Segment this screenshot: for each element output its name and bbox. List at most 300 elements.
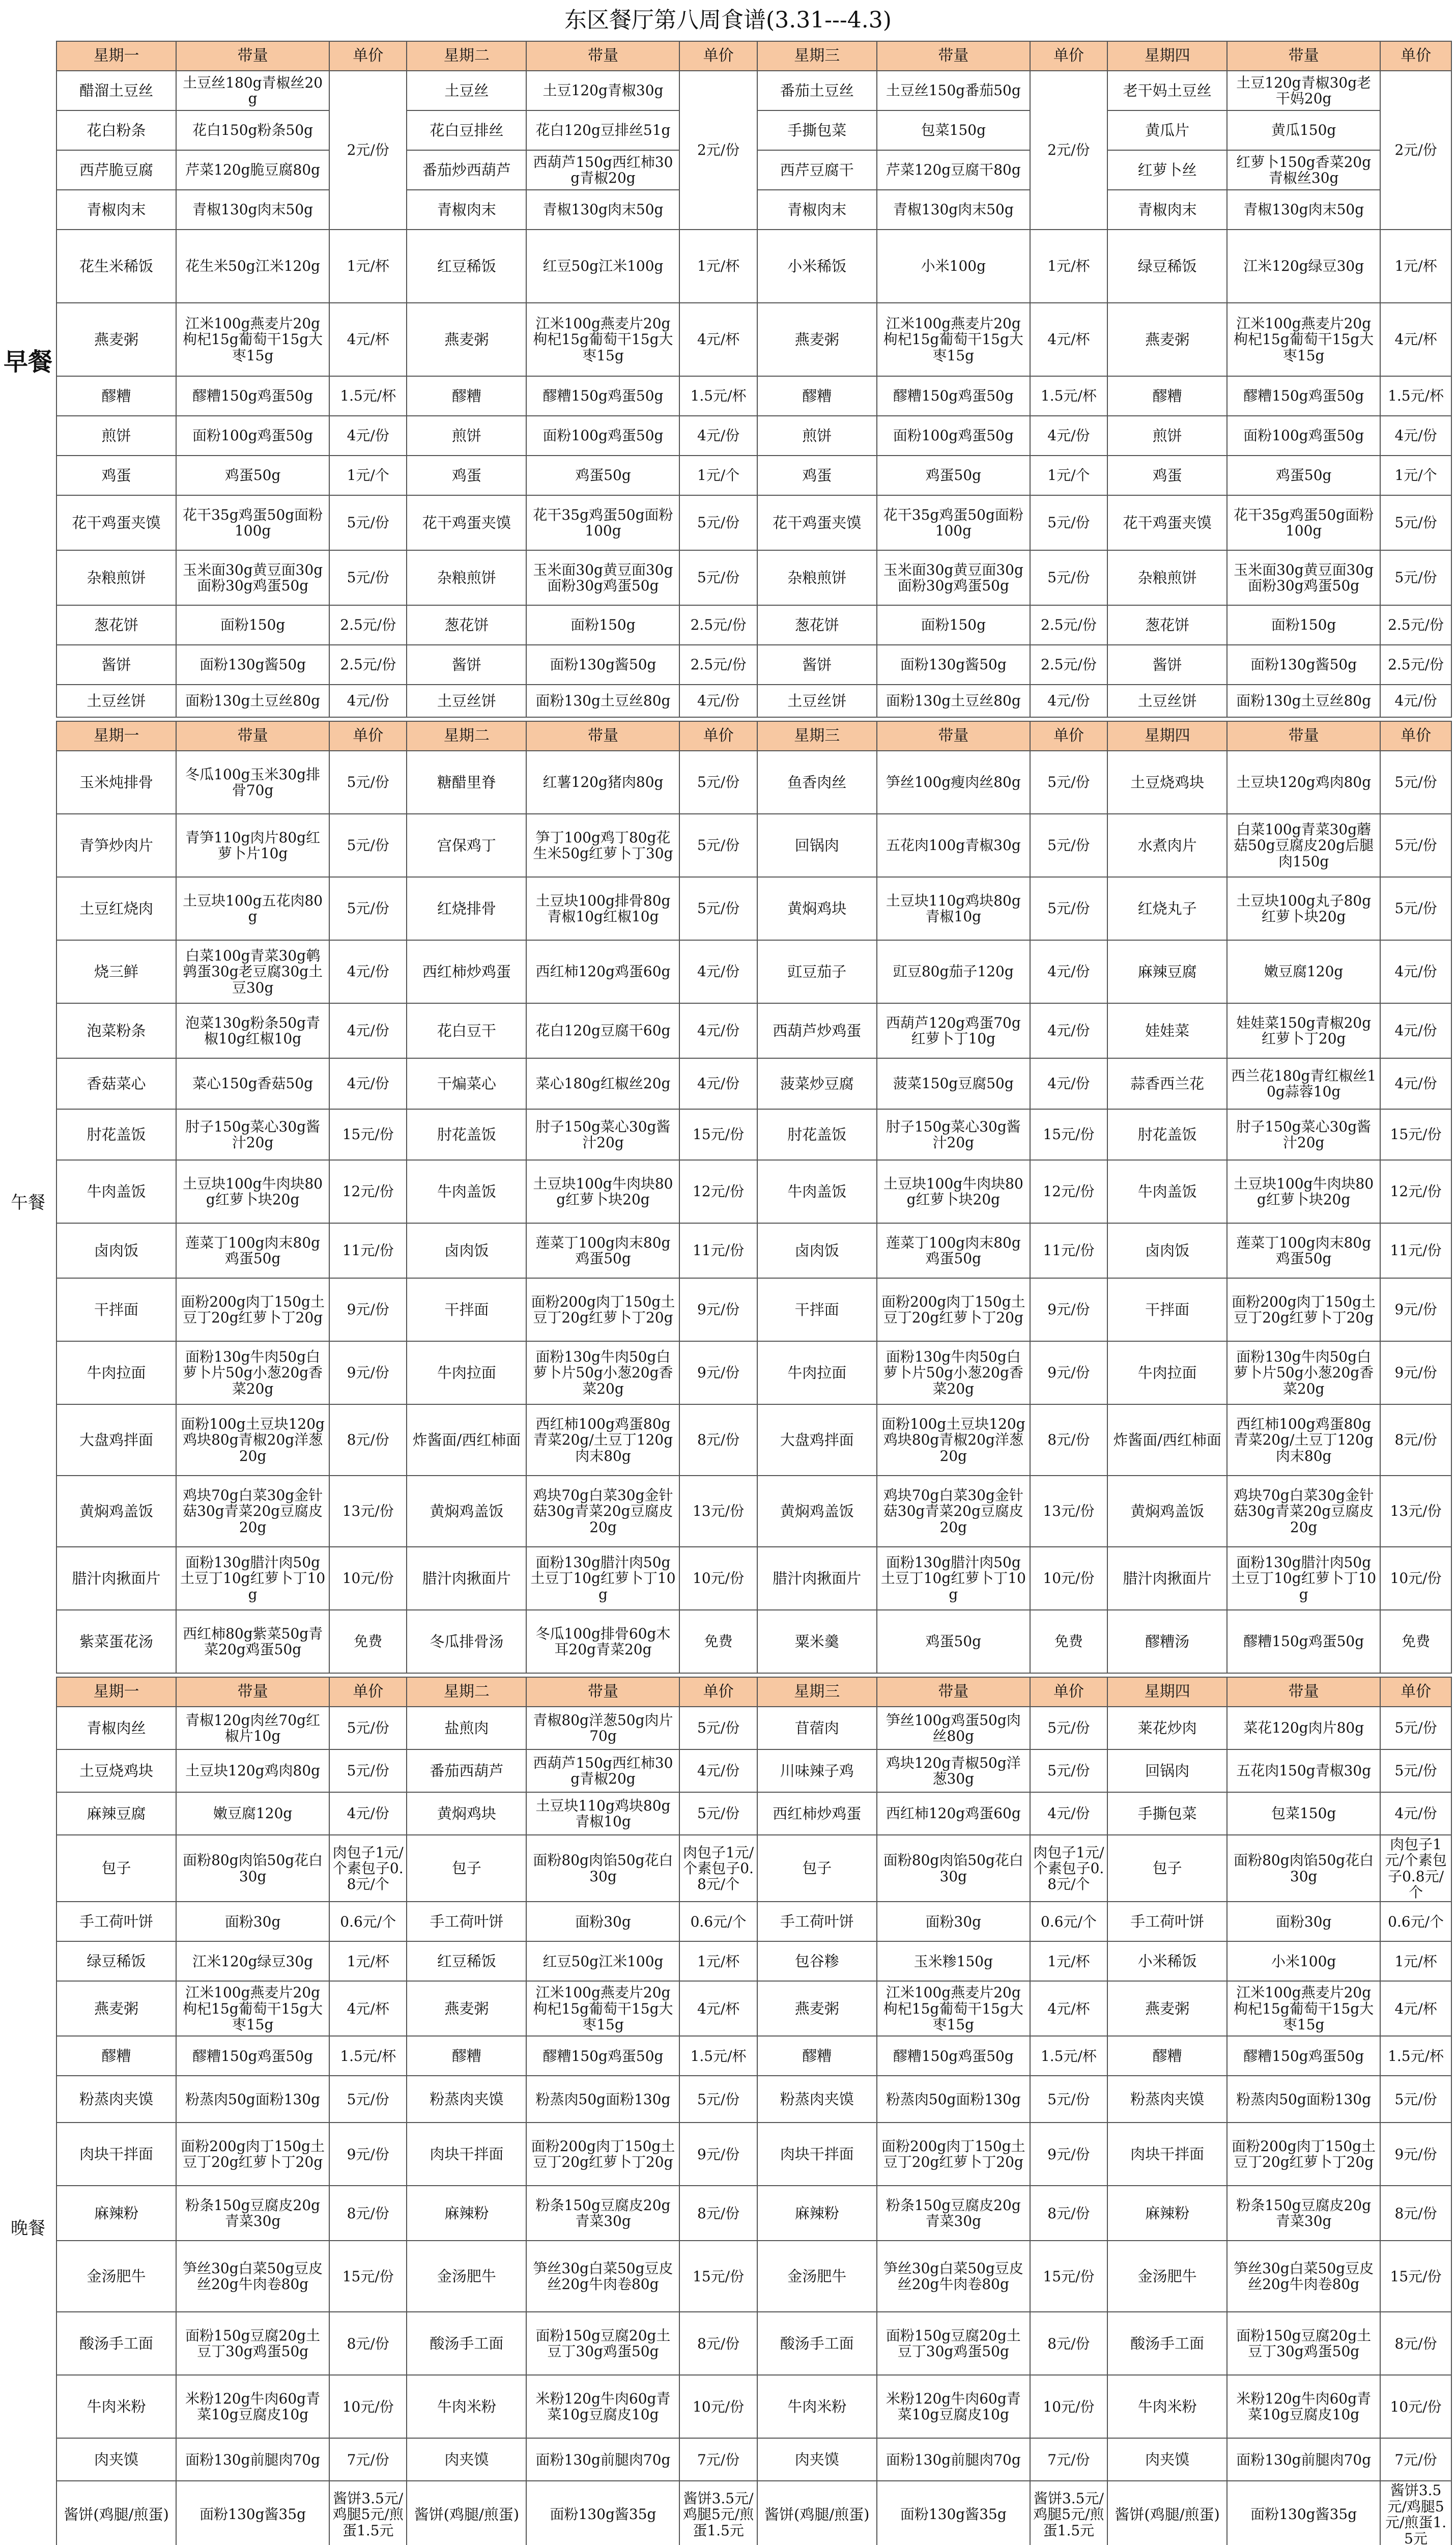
dish-name: 冬瓜排骨汤	[407, 1610, 526, 1673]
dish-price: 4元/杯	[329, 303, 407, 376]
dish-price: 4元/份	[1380, 416, 1451, 456]
menu-row	[56, 71, 1451, 110]
dish-quantity: 莲菜丁100g肉末80g鸡蛋50g	[1227, 1223, 1380, 1278]
dish-quantity: 粉条150g豆腐皮20g青菜30g	[176, 2186, 329, 2241]
dish-price: 13元/份	[329, 1476, 407, 1547]
dish-name: 鱼香肉丝	[757, 751, 877, 814]
dish-quantity: 笋丝30g白菜50g豆皮丝20g牛肉卷80g	[1227, 2241, 1380, 2312]
dish-price: 2元/份	[679, 71, 757, 230]
dish-name: 酱饼	[56, 645, 176, 685]
dish-quantity: 青笋110g肉片80g红萝卜片10g	[176, 814, 329, 877]
dish-name: 酸汤手工面	[56, 2312, 176, 2375]
dish-price: 13元/份	[679, 1476, 757, 1547]
dish-price: 1元/杯	[1380, 230, 1451, 303]
dish-price: 15元/份	[1030, 1109, 1107, 1160]
dish-price: 9元/份	[1030, 2123, 1107, 2186]
dish-quantity: 鸡块120g青椒50g洋葱30g	[877, 1749, 1030, 1792]
menu-row	[56, 1109, 1451, 1160]
dish-price: 2.5元/份	[329, 645, 407, 685]
dish-price: 11元/份	[679, 1223, 757, 1278]
breakfast-table	[56, 41, 1452, 718]
dish-name: 青椒肉丝	[56, 1707, 176, 1749]
dish-name: 醪糟	[56, 2036, 176, 2076]
dish-quantity: 鸡块70g白菜30g金针菇30g青菜20g豆腐皮20g	[1227, 1476, 1380, 1547]
dish-price: 10元/份	[1380, 1547, 1451, 1610]
dish-quantity: 面粉130g酱35g	[526, 2481, 679, 2545]
dish-quantity: 醪糟150g鸡蛋50g	[176, 2036, 329, 2076]
dish-price: 1元/杯	[1030, 1941, 1107, 1981]
dish-price: 8元/份	[679, 1404, 757, 1476]
dish-name: 金汤肥牛	[56, 2241, 176, 2312]
dish-quantity: 土豆块100g五花肉80g	[176, 877, 329, 940]
dish-price: 8元/份	[329, 1404, 407, 1476]
dish-price: 5元/份	[1380, 1749, 1451, 1792]
dish-price: 5元/份	[329, 1707, 407, 1749]
dish-quantity: 面粉150g	[526, 605, 679, 645]
qty-header: 带量	[176, 721, 329, 751]
dish-quantity: 五花肉100g青椒30g	[877, 814, 1030, 877]
dish-price: 2.5元/份	[679, 645, 757, 685]
dish-name: 青椒肉末	[56, 190, 176, 230]
dish-name: 肘花盖饭	[1107, 1109, 1227, 1160]
dish-quantity: 面粉30g	[877, 1902, 1030, 1941]
dish-name: 川味辣子鸡	[757, 1749, 877, 1792]
dish-name: 酱饼(鸡腿/煎蛋)	[407, 2481, 526, 2545]
price-header: 单价	[1030, 721, 1107, 751]
dish-price: 9元/份	[679, 2123, 757, 2186]
dinner-label: 晚餐	[11, 2218, 45, 2239]
dish-quantity: 醪糟150g鸡蛋50g	[1227, 1610, 1380, 1673]
dish-name: 酱饼(鸡腿/煎蛋)	[56, 2481, 176, 2545]
qty-header: 带量	[176, 1677, 329, 1707]
dish-quantity: 面粉100g鸡蛋50g	[176, 416, 329, 456]
dish-quantity: 泡菜130g粉条50g青椒10g红椒10g	[176, 1003, 329, 1058]
dish-price: 11元/份	[329, 1223, 407, 1278]
dish-price: 9元/份	[679, 1341, 757, 1404]
dish-quantity: 五花肉150g青椒30g	[1227, 1749, 1380, 1792]
menu-row	[56, 1835, 1451, 1902]
dish-price: 5元/份	[329, 751, 407, 814]
dish-name: 粟米羹	[757, 1610, 877, 1673]
dish-price: 1.5元/杯	[1380, 376, 1451, 416]
menu-row	[56, 2076, 1451, 2123]
dish-name: 水煮肉片	[1107, 814, 1227, 877]
dish-price: 5元/份	[1380, 877, 1451, 940]
dish-name: 醪糟	[56, 376, 176, 416]
dish-name: 黄焖鸡块	[407, 1792, 526, 1835]
dish-quantity: 嫩豆腐120g	[176, 1792, 329, 1835]
dish-quantity: 菜心150g香菇50g	[176, 1058, 329, 1109]
dish-name: 麻辣豆腐	[56, 1792, 176, 1835]
dish-price: 9元/份	[679, 1278, 757, 1341]
dish-name: 燕麦粥	[56, 1981, 176, 2036]
header-row	[56, 721, 1451, 751]
dish-name: 红烧丸子	[1107, 877, 1227, 940]
dish-price: 酱饼3.5元/鸡腿5元/煎蛋1.5元	[679, 2481, 757, 2545]
dish-price: 5元/份	[329, 550, 407, 605]
dish-price: 1元/杯	[679, 1941, 757, 1981]
dish-quantity: 包菜150g	[877, 110, 1030, 150]
dish-quantity: 面粉130g腊汁肉50g土豆丁10g红萝卜丁10g	[176, 1547, 329, 1610]
dish-name: 煎饼	[407, 416, 526, 456]
dish-quantity: 面粉100g土豆块120g鸡块80g青椒20g洋葱20g	[176, 1404, 329, 1476]
dish-name: 干拌面	[56, 1278, 176, 1341]
dish-name: 肘花盖饭	[56, 1109, 176, 1160]
dish-name: 花干鸡蛋夹馍	[757, 495, 877, 550]
price-header: 单价	[1380, 41, 1451, 71]
dish-price: 4元/份	[1380, 1058, 1451, 1109]
dish-quantity: 玉米面30g黄豆面30g面粉30g鸡蛋50g	[1227, 550, 1380, 605]
dish-price: 5元/份	[1030, 495, 1107, 550]
dish-quantity: 面粉130g土豆丝80g	[1227, 685, 1380, 717]
dish-quantity: 面粉130g前腿肉70g	[526, 2438, 679, 2481]
dish-quantity: 鸡蛋50g	[877, 1610, 1030, 1673]
dish-quantity: 江米100g燕麦片20g枸杞15g葡萄干15g大枣15g	[877, 303, 1030, 376]
dish-name: 西葫芦炒鸡蛋	[757, 1003, 877, 1058]
dinner-table	[56, 1677, 1452, 2545]
dish-price: 9元/份	[329, 1341, 407, 1404]
dish-price: 8元/份	[1380, 1404, 1451, 1476]
dish-price: 2.5元/份	[1380, 605, 1451, 645]
qty-header: 带量	[1227, 721, 1380, 751]
dish-price: 免费	[1380, 1610, 1451, 1673]
dish-quantity: 江米100g燕麦片20g枸杞15g葡萄干15g大枣15g	[526, 303, 679, 376]
dish-name: 麻辣粉	[757, 2186, 877, 2241]
dish-name: 醪糟	[757, 2036, 877, 2076]
dish-name: 花干鸡蛋夹馍	[407, 495, 526, 550]
dish-name: 西芹脆豆腐	[56, 150, 176, 190]
dish-quantity: 玉米面30g黄豆面30g面粉30g鸡蛋50g	[176, 550, 329, 605]
dish-name: 花干鸡蛋夹馍	[56, 495, 176, 550]
dish-quantity: 西红柿100g鸡蛋80g青菜20g/土豆丁120g肉末80g	[1227, 1404, 1380, 1476]
dish-name: 鸡蛋	[407, 456, 526, 495]
breakfast-label: 早餐	[3, 348, 52, 376]
dish-name: 肉夹馍	[1107, 2438, 1227, 2481]
dish-quantity: 西葫芦150g西红柿30g青椒20g	[526, 150, 679, 190]
dish-quantity: 红薯120g猪肉80g	[526, 751, 679, 814]
dish-price: 2.5元/份	[329, 605, 407, 645]
dish-price: 1.5元/杯	[679, 376, 757, 416]
day-header: 星期三	[757, 721, 877, 751]
dish-price: 10元/份	[329, 2375, 407, 2438]
dish-name: 燕麦粥	[407, 1981, 526, 2036]
dish-name: 卤肉饭	[56, 1223, 176, 1278]
dish-price: 1.5元/杯	[1380, 2036, 1451, 2076]
dish-quantity: 醪糟150g鸡蛋50g	[1227, 376, 1380, 416]
qty-header: 带量	[1227, 1677, 1380, 1707]
dish-price: 4元/份	[679, 1003, 757, 1058]
dish-quantity: 冬瓜100g玉米30g排骨70g	[176, 751, 329, 814]
dish-price: 5元/份	[679, 814, 757, 877]
day-header: 星期四	[1107, 721, 1227, 751]
menu-row	[56, 2186, 1451, 2241]
dish-quantity: 粉蒸肉50g面粉130g	[877, 2076, 1030, 2123]
dish-price: 4元/份	[1030, 1003, 1107, 1058]
dish-price: 5元/份	[329, 495, 407, 550]
dish-quantity: 面粉100g土豆块120g鸡块80g青椒20g洋葱20g	[877, 1404, 1030, 1476]
dish-price: 11元/份	[1380, 1223, 1451, 1278]
menu-row	[56, 1941, 1451, 1981]
dish-quantity: 西红柿100g鸡蛋80g青菜20g/土豆丁120g肉末80g	[526, 1404, 679, 1476]
dish-name: 酸汤手工面	[1107, 2312, 1227, 2375]
menu-row	[56, 230, 1451, 303]
dish-name: 煎饼	[56, 416, 176, 456]
dish-quantity: 面粉130g前腿肉70g	[176, 2438, 329, 2481]
dish-price: 9元/份	[1380, 1278, 1451, 1341]
dish-quantity: 面粉150g	[1227, 605, 1380, 645]
dish-quantity: 面粉100g鸡蛋50g	[877, 416, 1030, 456]
dish-quantity: 娃娃菜150g青椒20g红萝卜丁20g	[1227, 1003, 1380, 1058]
dish-price: 2.5元/份	[679, 605, 757, 645]
dish-name: 煎饼	[1107, 416, 1227, 456]
dish-name: 玉米炖排骨	[56, 751, 176, 814]
dish-price: 肉包子1元/个素包子0.8元/个	[1380, 1835, 1451, 1902]
menu-row	[56, 685, 1451, 717]
menu-row	[56, 940, 1451, 1003]
dish-quantity: 面粉130g腊汁肉50g土豆丁10g红萝卜丁10g	[526, 1547, 679, 1610]
menu-row	[56, 1341, 1451, 1404]
day-header: 星期一	[56, 721, 176, 751]
dish-name: 鸡蛋	[56, 456, 176, 495]
menu-row	[56, 2312, 1451, 2375]
dish-name: 手工荷叶饼	[1107, 1902, 1227, 1941]
dish-price: 4元/杯	[329, 1981, 407, 2036]
dish-price: 13元/份	[1380, 1476, 1451, 1547]
dish-price: 9元/份	[1380, 2123, 1451, 2186]
dish-quantity: 花白150g粉条50g	[176, 110, 329, 150]
dish-quantity: 红豆50g江米100g	[526, 1941, 679, 1981]
dish-quantity: 黄瓜150g	[1227, 110, 1380, 150]
dish-name: 番茄炒西葫芦	[407, 150, 526, 190]
dish-price: 5元/份	[329, 2076, 407, 2123]
dish-price: 肉包子1元/个素包子0.8元/个	[1030, 1835, 1107, 1902]
dish-quantity: 笋丝100g鸡蛋50g肉丝80g	[877, 1707, 1030, 1749]
dish-name: 煎饼	[757, 416, 877, 456]
dish-name: 青笋炒肉片	[56, 814, 176, 877]
dish-name: 牛肉盖饭	[1107, 1160, 1227, 1223]
dish-quantity: 西红柿120g鸡蛋60g	[526, 940, 679, 1003]
dish-name: 醪糟	[757, 376, 877, 416]
dish-name: 鸡蛋	[1107, 456, 1227, 495]
dish-quantity: 莲菜丁100g肉末80g鸡蛋50g	[176, 1223, 329, 1278]
dish-name: 燕麦粥	[757, 1981, 877, 2036]
menu-row	[56, 2241, 1451, 2312]
dish-price: 0.6元/个	[679, 1902, 757, 1941]
dish-name: 盐煎肉	[407, 1707, 526, 1749]
dish-quantity: 粉条150g豆腐皮20g青菜30g	[526, 2186, 679, 2241]
dish-quantity: 面粉130g土豆丝80g	[176, 685, 329, 717]
dish-name: 绿豆稀饭	[56, 1941, 176, 1981]
dish-quantity: 面粉130g酱50g	[526, 645, 679, 685]
menu-row	[56, 2375, 1451, 2438]
dish-quantity: 醪糟150g鸡蛋50g	[877, 376, 1030, 416]
dish-name: 醪糟	[1107, 2036, 1227, 2076]
dish-price: 10元/份	[679, 2375, 757, 2438]
dish-price: 4元/份	[679, 685, 757, 717]
dish-quantity: 米粉120g牛肉60g青菜10g豆腐皮10g	[176, 2375, 329, 2438]
dish-quantity: 笋丝30g白菜50g豆皮丝20g牛肉卷80g	[526, 2241, 679, 2312]
dish-price: 1元/个	[1380, 456, 1451, 495]
dish-name: 黄焖鸡盖饭	[757, 1476, 877, 1547]
dish-price: 0.6元/个	[1030, 1902, 1107, 1941]
dish-name: 番茄土豆丝	[757, 71, 877, 110]
menu-row	[56, 1707, 1451, 1749]
dish-quantity: 冬瓜100g排骨60g木耳20g青菜20g	[526, 1610, 679, 1673]
dish-name: 苜蓿肉	[757, 1707, 877, 1749]
dish-name: 土豆丝饼	[1107, 685, 1227, 717]
dish-price: 5元/份	[1380, 495, 1451, 550]
dish-name: 牛肉米粉	[1107, 2375, 1227, 2438]
dish-quantity: 西兰花180g青红椒丝10g蒜蓉10g	[1227, 1058, 1380, 1109]
menu-container	[56, 41, 1452, 2545]
dish-name: 酱饼	[757, 645, 877, 685]
dish-price: 7元/份	[1380, 2438, 1451, 2481]
dish-name: 西红柿炒鸡蛋	[757, 1792, 877, 1835]
dish-price: 4元/份	[1380, 1003, 1451, 1058]
dish-price: 10元/份	[1030, 2375, 1107, 2438]
dish-price: 8元/份	[1030, 2312, 1107, 2375]
dish-name: 回锅肉	[757, 814, 877, 877]
menu-row	[56, 416, 1451, 456]
dish-name: 牛肉拉面	[1107, 1341, 1227, 1404]
menu-row	[56, 2123, 1451, 2186]
dish-quantity: 西葫芦150g西红柿30g青椒20g	[526, 1749, 679, 1792]
price-header: 单价	[679, 721, 757, 751]
dish-name: 青椒肉末	[757, 190, 877, 230]
dish-name: 黄焖鸡块	[757, 877, 877, 940]
dish-name: 包子	[407, 1835, 526, 1902]
menu-row	[56, 495, 1451, 550]
dish-name: 大盘鸡拌面	[56, 1404, 176, 1476]
dish-quantity: 土豆块120g鸡肉80g	[1227, 751, 1380, 814]
dish-price: 肉包子1元/个素包子0.8元/个	[329, 1835, 407, 1902]
dish-quantity: 花干35g鸡蛋50g面粉100g	[526, 495, 679, 550]
menu-row	[56, 1902, 1451, 1941]
dish-quantity: 莲菜丁100g肉末80g鸡蛋50g	[877, 1223, 1030, 1278]
dish-price: 12元/份	[1380, 1160, 1451, 1223]
dish-name: 牛肉盖饭	[407, 1160, 526, 1223]
dish-quantity: 粉蒸肉50g面粉130g	[176, 2076, 329, 2123]
dish-name: 干拌面	[757, 1278, 877, 1341]
dish-quantity: 面粉30g	[176, 1902, 329, 1941]
dish-name: 醪糟汤	[1107, 1610, 1227, 1673]
dish-name: 黄焖鸡盖饭	[1107, 1476, 1227, 1547]
dish-price: 4元/杯	[679, 303, 757, 376]
dish-name: 醪糟	[407, 376, 526, 416]
day-header: 星期四	[1107, 1677, 1227, 1707]
dish-price: 肉包子1元/个素包子0.8元/个	[679, 1835, 757, 1902]
dish-name: 杂粮煎饼	[757, 550, 877, 605]
dish-price: 12元/份	[679, 1160, 757, 1223]
dish-price: 5元/份	[329, 1749, 407, 1792]
dish-name: 小米稀饭	[757, 230, 877, 303]
dish-quantity: 红豆50g江米100g	[526, 230, 679, 303]
dish-name: 花白粉条	[56, 110, 176, 150]
dish-quantity: 嫩豆腐120g	[1227, 940, 1380, 1003]
dish-name: 红豆稀饭	[407, 230, 526, 303]
dish-price: 15元/份	[1380, 2241, 1451, 2312]
dish-name: 肉夹馍	[757, 2438, 877, 2481]
page-title: 东区餐厅第八周食谱(3.31---4.3)	[564, 7, 892, 33]
dish-quantity: 西红柿80g紫菜50g青菜20g鸡蛋50g	[176, 1610, 329, 1673]
dish-price: 5元/份	[679, 495, 757, 550]
dish-quantity: 青椒130g肉末50g	[176, 190, 329, 230]
dish-quantity: 土豆块100g排骨80g青椒10g红椒10g	[526, 877, 679, 940]
dish-price: 4元/杯	[1030, 303, 1107, 376]
dish-price: 4元/份	[329, 940, 407, 1003]
dish-name: 肉块干拌面	[1107, 2123, 1227, 2186]
dish-quantity: 土豆丝150g番茄50g	[877, 71, 1030, 110]
dish-price: 1元/杯	[679, 230, 757, 303]
dish-price: 7元/份	[1030, 2438, 1107, 2481]
dish-price: 免费	[1030, 1610, 1107, 1673]
price-header: 单价	[329, 721, 407, 751]
dish-quantity: 青椒130g肉末50g	[877, 190, 1030, 230]
dish-price: 7元/份	[679, 2438, 757, 2481]
dish-price: 8元/份	[329, 2186, 407, 2241]
dish-name: 酱饼(鸡腿/煎蛋)	[757, 2481, 877, 2545]
dish-quantity: 面粉150g豆腐20g土豆丁30g鸡蛋50g	[1227, 2312, 1380, 2375]
dish-price: 4元/份	[679, 1749, 757, 1792]
dish-quantity: 菜心180g红椒丝20g	[526, 1058, 679, 1109]
dish-price: 10元/份	[679, 1547, 757, 1610]
dish-name: 干拌面	[407, 1278, 526, 1341]
dish-name: 卤肉饭	[407, 1223, 526, 1278]
dish-quantity: 包菜150g	[1227, 1792, 1380, 1835]
dish-quantity: 面粉130g前腿肉70g	[1227, 2438, 1380, 2481]
dish-price: 8元/份	[1380, 2312, 1451, 2375]
dish-name: 老干妈土豆丝	[1107, 71, 1227, 110]
dish-name: 花白豆排丝	[407, 110, 526, 150]
dish-price: 5元/份	[1030, 877, 1107, 940]
dish-name: 葱花饼	[1107, 605, 1227, 645]
dish-name: 土豆丝饼	[56, 685, 176, 717]
dish-quantity: 花干35g鸡蛋50g面粉100g	[877, 495, 1030, 550]
dish-price: 1.5元/杯	[329, 376, 407, 416]
dish-price: 4元/份	[1030, 685, 1107, 717]
dish-price: 2元/份	[329, 71, 407, 230]
dish-quantity: 莲菜丁100g肉末80g鸡蛋50g	[526, 1223, 679, 1278]
dish-quantity: 菠菜150g豆腐50g	[877, 1058, 1030, 1109]
dish-quantity: 面粉150g	[877, 605, 1030, 645]
dish-price: 1元/杯	[1030, 230, 1107, 303]
dish-price: 5元/份	[1030, 814, 1107, 877]
price-header: 单价	[679, 41, 757, 71]
dish-quantity: 面粉200g肉丁150g土豆丁20g红萝卜丁20g	[1227, 2123, 1380, 2186]
dish-name: 金汤肥牛	[407, 2241, 526, 2312]
dish-price: 4元/份	[1380, 1792, 1451, 1835]
dish-price: 8元/份	[1030, 2186, 1107, 2241]
dish-price: 2元/份	[1030, 71, 1107, 230]
dish-price: 15元/份	[679, 1109, 757, 1160]
dish-quantity: 米粉120g牛肉60g青菜10g豆腐皮10g	[877, 2375, 1030, 2438]
dish-name: 黄焖鸡盖饭	[407, 1476, 526, 1547]
dish-quantity: 米粉120g牛肉60g青菜10g豆腐皮10g	[526, 2375, 679, 2438]
dish-name: 牛肉盖饭	[56, 1160, 176, 1223]
dish-quantity: 醪糟150g鸡蛋50g	[877, 2036, 1030, 2076]
dish-name: 手工荷叶饼	[56, 1902, 176, 1941]
dish-name: 肉块干拌面	[407, 2123, 526, 2186]
dish-quantity: 面粉80g肉馅50g花白30g	[176, 1835, 329, 1902]
menu-row	[56, 2438, 1451, 2481]
dish-quantity: 面粉130g酱50g	[877, 645, 1030, 685]
dish-quantity: 鸡蛋50g	[877, 456, 1030, 495]
dish-name: 烧三鲜	[56, 940, 176, 1003]
dish-price: 1元/个	[1030, 456, 1107, 495]
dish-name: 香菇菜心	[56, 1058, 176, 1109]
dish-name: 绿豆稀饭	[1107, 230, 1227, 303]
dish-quantity: 江米100g燕麦片20g枸杞15g葡萄干15g大枣15g	[1227, 303, 1380, 376]
